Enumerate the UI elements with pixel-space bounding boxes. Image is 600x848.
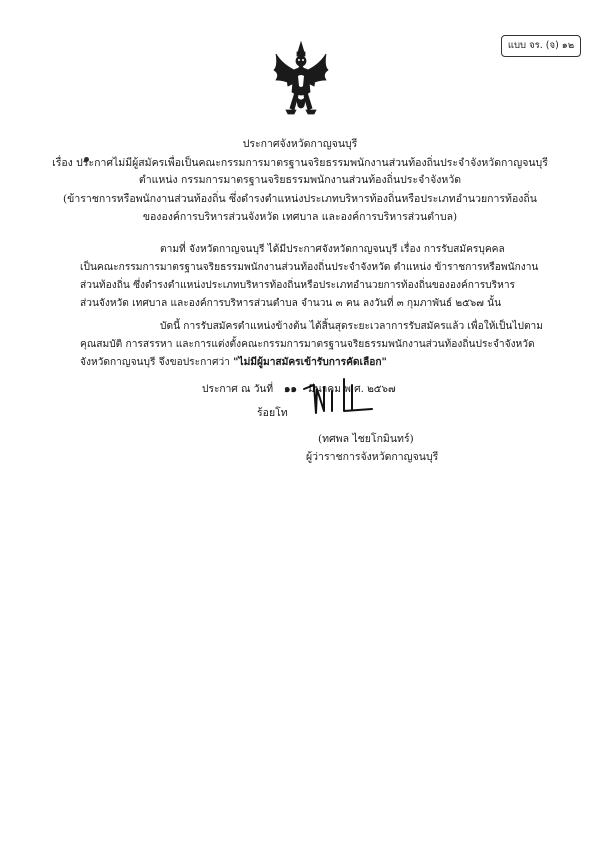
handwritten-signature	[300, 375, 376, 417]
paragraph-1-line-4: ส่วนจังหวัด เทศบาล และองค์การบริหารส่วนตำบล จำนวน ๓ คน ลงวันที่ ๓ กุมภาพันธ์ ๒๕๖๗ นั้น	[80, 298, 502, 309]
announce-date-prefix: ประกาศ ณ วันที่	[202, 384, 274, 395]
garuda-emblem-icon	[272, 40, 330, 122]
paragraph-2-line-3-text: จังหวัดกาญจนบุรี จึงขอประกาศว่า	[80, 357, 234, 368]
paragraph-2-line-1: บัดนี้ การรับสมัครตำแหน่งข้างต้น ได้สิ้นสุดระยะเวลาการรับสมัครแล้ว เพื่อให้เป็นไปตาม	[160, 321, 543, 332]
announce-date-month-year: มีนาคม พ.ศ. ๒๕๖๗	[308, 384, 396, 395]
announcement-detail-2: ขององค์การบริหารส่วนจังหวัด เทศบาล และองค์การบริหารส่วนตำบล)	[142, 211, 458, 223]
paragraph-2-line-3	[80, 354, 387, 370]
no-applicant-quote: "ไม่มีผู้มาสมัครเข้ารับการคัดเลือก"	[233, 356, 387, 368]
signer-rank: ร้อยโท	[257, 407, 288, 419]
announcement-position: ตำแหน่ง กรรมการมาตรฐานจริยธรรมพนักงานส่วนท้องถิ่นประจำจังหวัด	[138, 174, 462, 186]
paragraph-2-line-2: คุณสมบัติ การสรรหา และการแต่งตั้งคณะกรรมการมาตรฐานจริยธรรมพนักงานส่วนท้องถิ่นประจำจังหวัด	[80, 339, 535, 350]
paragraph-1-line-1: ตามที่ จังหวัดกาญจนบุรี ได้มีประกาศจังหวัดกาญจนบุรี เรื่อง การรับสมัครบุคคล	[160, 244, 505, 255]
signer-title: ผู้ว่าราชการจังหวัดกาญจนบุรี	[306, 451, 439, 463]
announcement-detail-1: (ข้าราชการหรือพนักงานส่วนท้องถิ่น ซึ่งดำรงตำแหน่งประเภทบริหารท้องถิ่นหรือประเภทอำนวยการท้องถิ่น	[63, 193, 537, 205]
announce-date-day: ๑๑	[284, 383, 297, 395]
paragraph-1-line-2: เป็นคณะกรรมการมาตรฐานจริยธรรมพนักงานส่วนท้องถิ่นประจำจังหวัด ตำแหน่ง ข้าราชการหรือพนักงาน	[80, 262, 539, 273]
form-code-badge: แบบ จร. (จ) ๑๒	[501, 35, 581, 57]
announcement-title: ประกาศจังหวัดกาญจนบุรี	[242, 138, 358, 150]
announcement-subject: เรื่อง ประกาศไม่มีผู้สมัครเพื่อเป็นคณะกรรมการมาตรฐานจริยธรรมพนักงานส่วนท้องถิ่นประจำจังหวัดกาญจนบุรี	[52, 157, 548, 169]
paragraph-1-line-3: ส่วนท้องถิ่น ซึ่งดำรงตำแหน่งประเภทบริหารท้องถิ่นหรือประเภทอำนวยการท้องถิ่นขององค์การบริหาร	[80, 280, 516, 291]
signer-name: (ทศพล ไชยโกมินทร์)	[318, 433, 414, 445]
